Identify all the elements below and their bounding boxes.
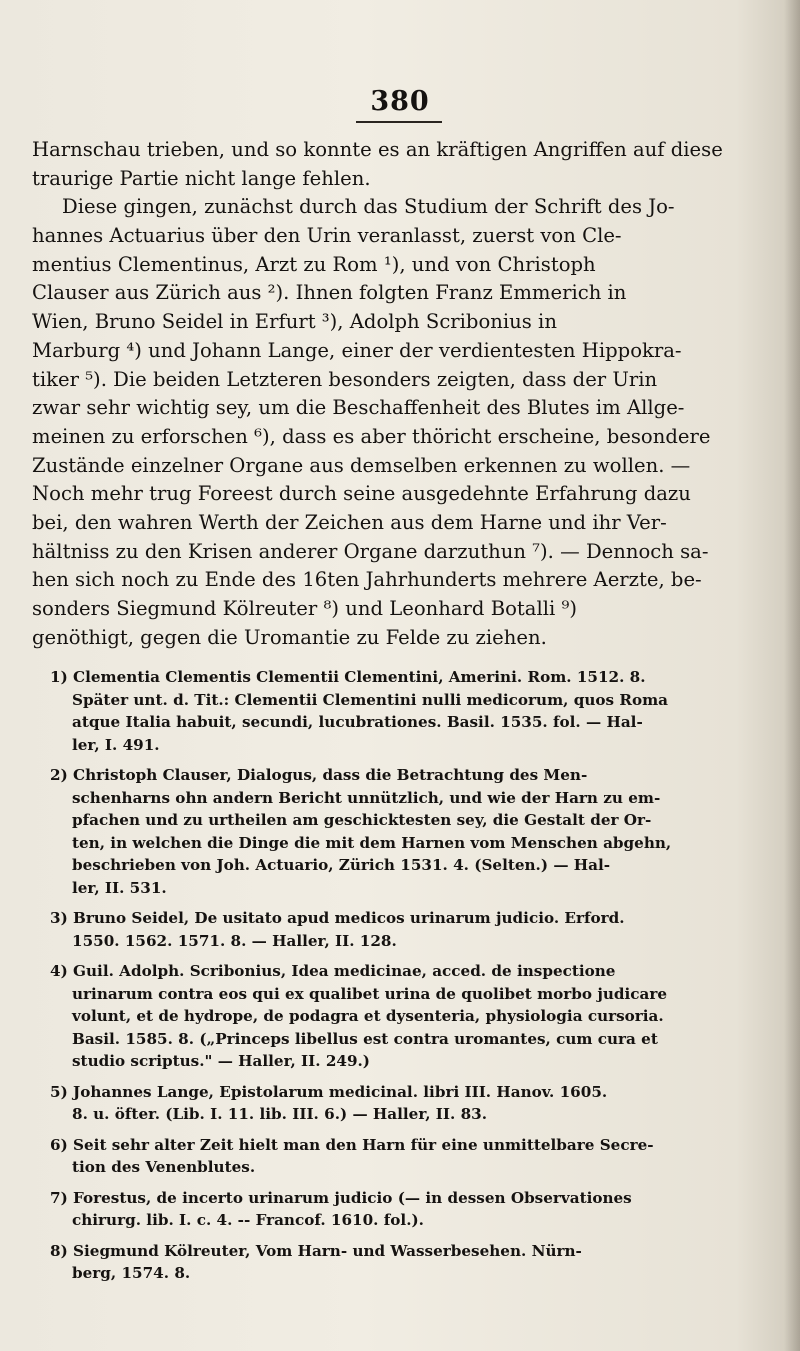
footnote-spacer [50, 1126, 740, 1134]
footnote-line: 1) Clementia Clementis Clementii Clementini, Amerini. Rom. 1512. 8. [50, 668, 646, 686]
footnote-line: 1550. 1562. 1571. 8. — Haller, II. 128. [72, 931, 397, 950]
footnote-spacer [50, 1073, 740, 1081]
footnote [50, 907, 740, 952]
text-line: bei, den wahren Werth der Zeichen aus dem Harne und ihr Ver- [32, 510, 667, 534]
text-line: sonders Siegmund Kölreuter ⁸) und Leonhard Botalli ⁹) [32, 597, 577, 620]
footnote-line: ten, in welchen die Dinge die mit dem Harnen vom Menschen abgehn, [72, 833, 672, 852]
footnote [50, 1187, 740, 1232]
footnote-line: atque Italia habuit, secundi, lucubrationes. Basil. 1535. fol. — Hal- [72, 713, 643, 731]
page-gutter-shadow [784, 0, 800, 1351]
footnote-line: studio scriptus." — Haller, II. 249.) [72, 1052, 370, 1070]
footnote-spacer [50, 1179, 740, 1187]
text-line: tiker ⁵). Die beiden Letzteren besonders zeigten, dass der Urin [32, 367, 658, 391]
footnote-line: 2) Christoph Clauser, Dialogus, dass die Betrachtung des Men- [50, 766, 588, 784]
footnote-line: Basil. 1585. 8. („Princeps libellus est contra uromantes, cum cura et [72, 1029, 658, 1048]
text-line: zwar sehr wichtig sey, um die Beschaffenheit des Blutes im Allge- [32, 396, 685, 420]
footnote [50, 1134, 740, 1179]
footnote [50, 960, 740, 1073]
footnote-line: schenharns ohn andern Bericht unnützlich, und wie der Harn zu em- [72, 788, 661, 807]
footnote-line: chirurg. lib. I. c. 4. -- Francof. 1610. fol.). [72, 1211, 424, 1229]
footnote-line: 3) Bruno Seidel, De usitato apud medicos urinarum judicio. Erford. [50, 909, 625, 927]
text-line: mentius Clementinus, Arzt zu Rom ¹), und von Christoph [32, 252, 596, 276]
text-line: Noch mehr trug Foreest durch seine ausgedehnte Erfahrung dazu [32, 482, 691, 506]
footnote [50, 1081, 740, 1126]
footnote-line: 8) Siegmund Kölreuter, Vom Harn- und Wasserbesehen. Nürn- [50, 1241, 582, 1260]
text-line: genöthigt, gegen die Uromantie zu Felde zu ziehen. [32, 625, 547, 649]
footnote-spacer [50, 899, 740, 907]
footnote-spacer [50, 756, 740, 764]
text-line: Harnschau trieben, und so konnte es an kräftigen Angriffen auf diese [32, 138, 723, 161]
footnote-line: 8. u. öfter. (Lib. I. 11. lib. III. 6.) — Haller, II. 83. [72, 1105, 487, 1123]
footnote-line: 5) Johannes Lange, Epistolarum medicinal. libri III. Hanov. 1605. [50, 1082, 608, 1101]
footnote-line: 7) Forestus, de incerto urinarum judicio (— in dessen Observationes [50, 1188, 632, 1207]
footnote-line: berg, 1574. 8. [72, 1264, 191, 1282]
footnote-spacer [50, 1232, 740, 1240]
main-text [32, 136, 736, 652]
footnote-line: ler, I. 491. [72, 735, 160, 754]
footnote-line: 6) Seit sehr alter Zeit hielt man den Harn für eine unmittelbare Secre- [50, 1135, 654, 1154]
footnote-line: pfachen und zu urtheilen am geschicktesten sey, die Gestalt der Or- [72, 811, 652, 829]
text-line: traurige Partie nicht lange fehlen. [32, 166, 371, 190]
footnote-spacer [50, 952, 740, 960]
text-line: hannes Actuarius über den Urin veranlasst, zuerst von Cle- [32, 224, 622, 248]
text-line: Wien, Bruno Seidel in Erfurt ³), Adolph Scribonius in [32, 310, 557, 334]
header-rule [356, 121, 442, 123]
footnote-line: urinarum contra eos qui ex qualibet urina de quolibet morbo judicare [72, 984, 668, 1003]
footnotes [50, 666, 740, 1285]
footnote-line: tion des Venenblutes. [72, 1158, 256, 1176]
text-line: meinen zu erforschen ⁶), dass es aber thöricht erscheine, besondere [32, 424, 711, 448]
footnote-line: ler, II. 531. [72, 878, 167, 897]
footnote-line: Später unt. d. Tit.: Clementii Clementini nulli medicorum, quos Roma [72, 690, 669, 709]
footnote [50, 764, 740, 899]
text-line: hältniss zu den Krisen anderer Organe darzuthun ⁷). — Dennoch sa- [32, 539, 709, 563]
footnote [50, 1240, 740, 1285]
footnote-line: 4) Guil. Adolph. Scribonius, Idea medicinae, acced. de inspectione [50, 962, 616, 980]
text-line: hen sich noch zu Ende des 16ten Jahrhunderts mehrere Aerzte, be- [32, 568, 702, 592]
text-line: Marburg ⁴) und Johann Lange, einer der verdientesten Hippokra- [32, 338, 682, 362]
page-number: 380 [370, 86, 430, 117]
text-line: Clauser aus Zürich aus ²). Ihnen folgten Franz Emmerich in [32, 281, 627, 305]
text-line: Diese gingen, zunächst durch das Studium der Schrift des Jo- [62, 195, 675, 219]
text-line: Zustände einzelner Organe aus demselben erkennen zu wollen. — [32, 453, 691, 477]
footnote [50, 666, 740, 756]
footnote-line: volunt, et de hydrope, de podagra et dysenteria, physiologia cursoria. [72, 1007, 664, 1025]
footnote-line: beschrieben von Joh. Actuario, Zürich 1531. 4. (Selten.) — Hal- [72, 856, 611, 874]
